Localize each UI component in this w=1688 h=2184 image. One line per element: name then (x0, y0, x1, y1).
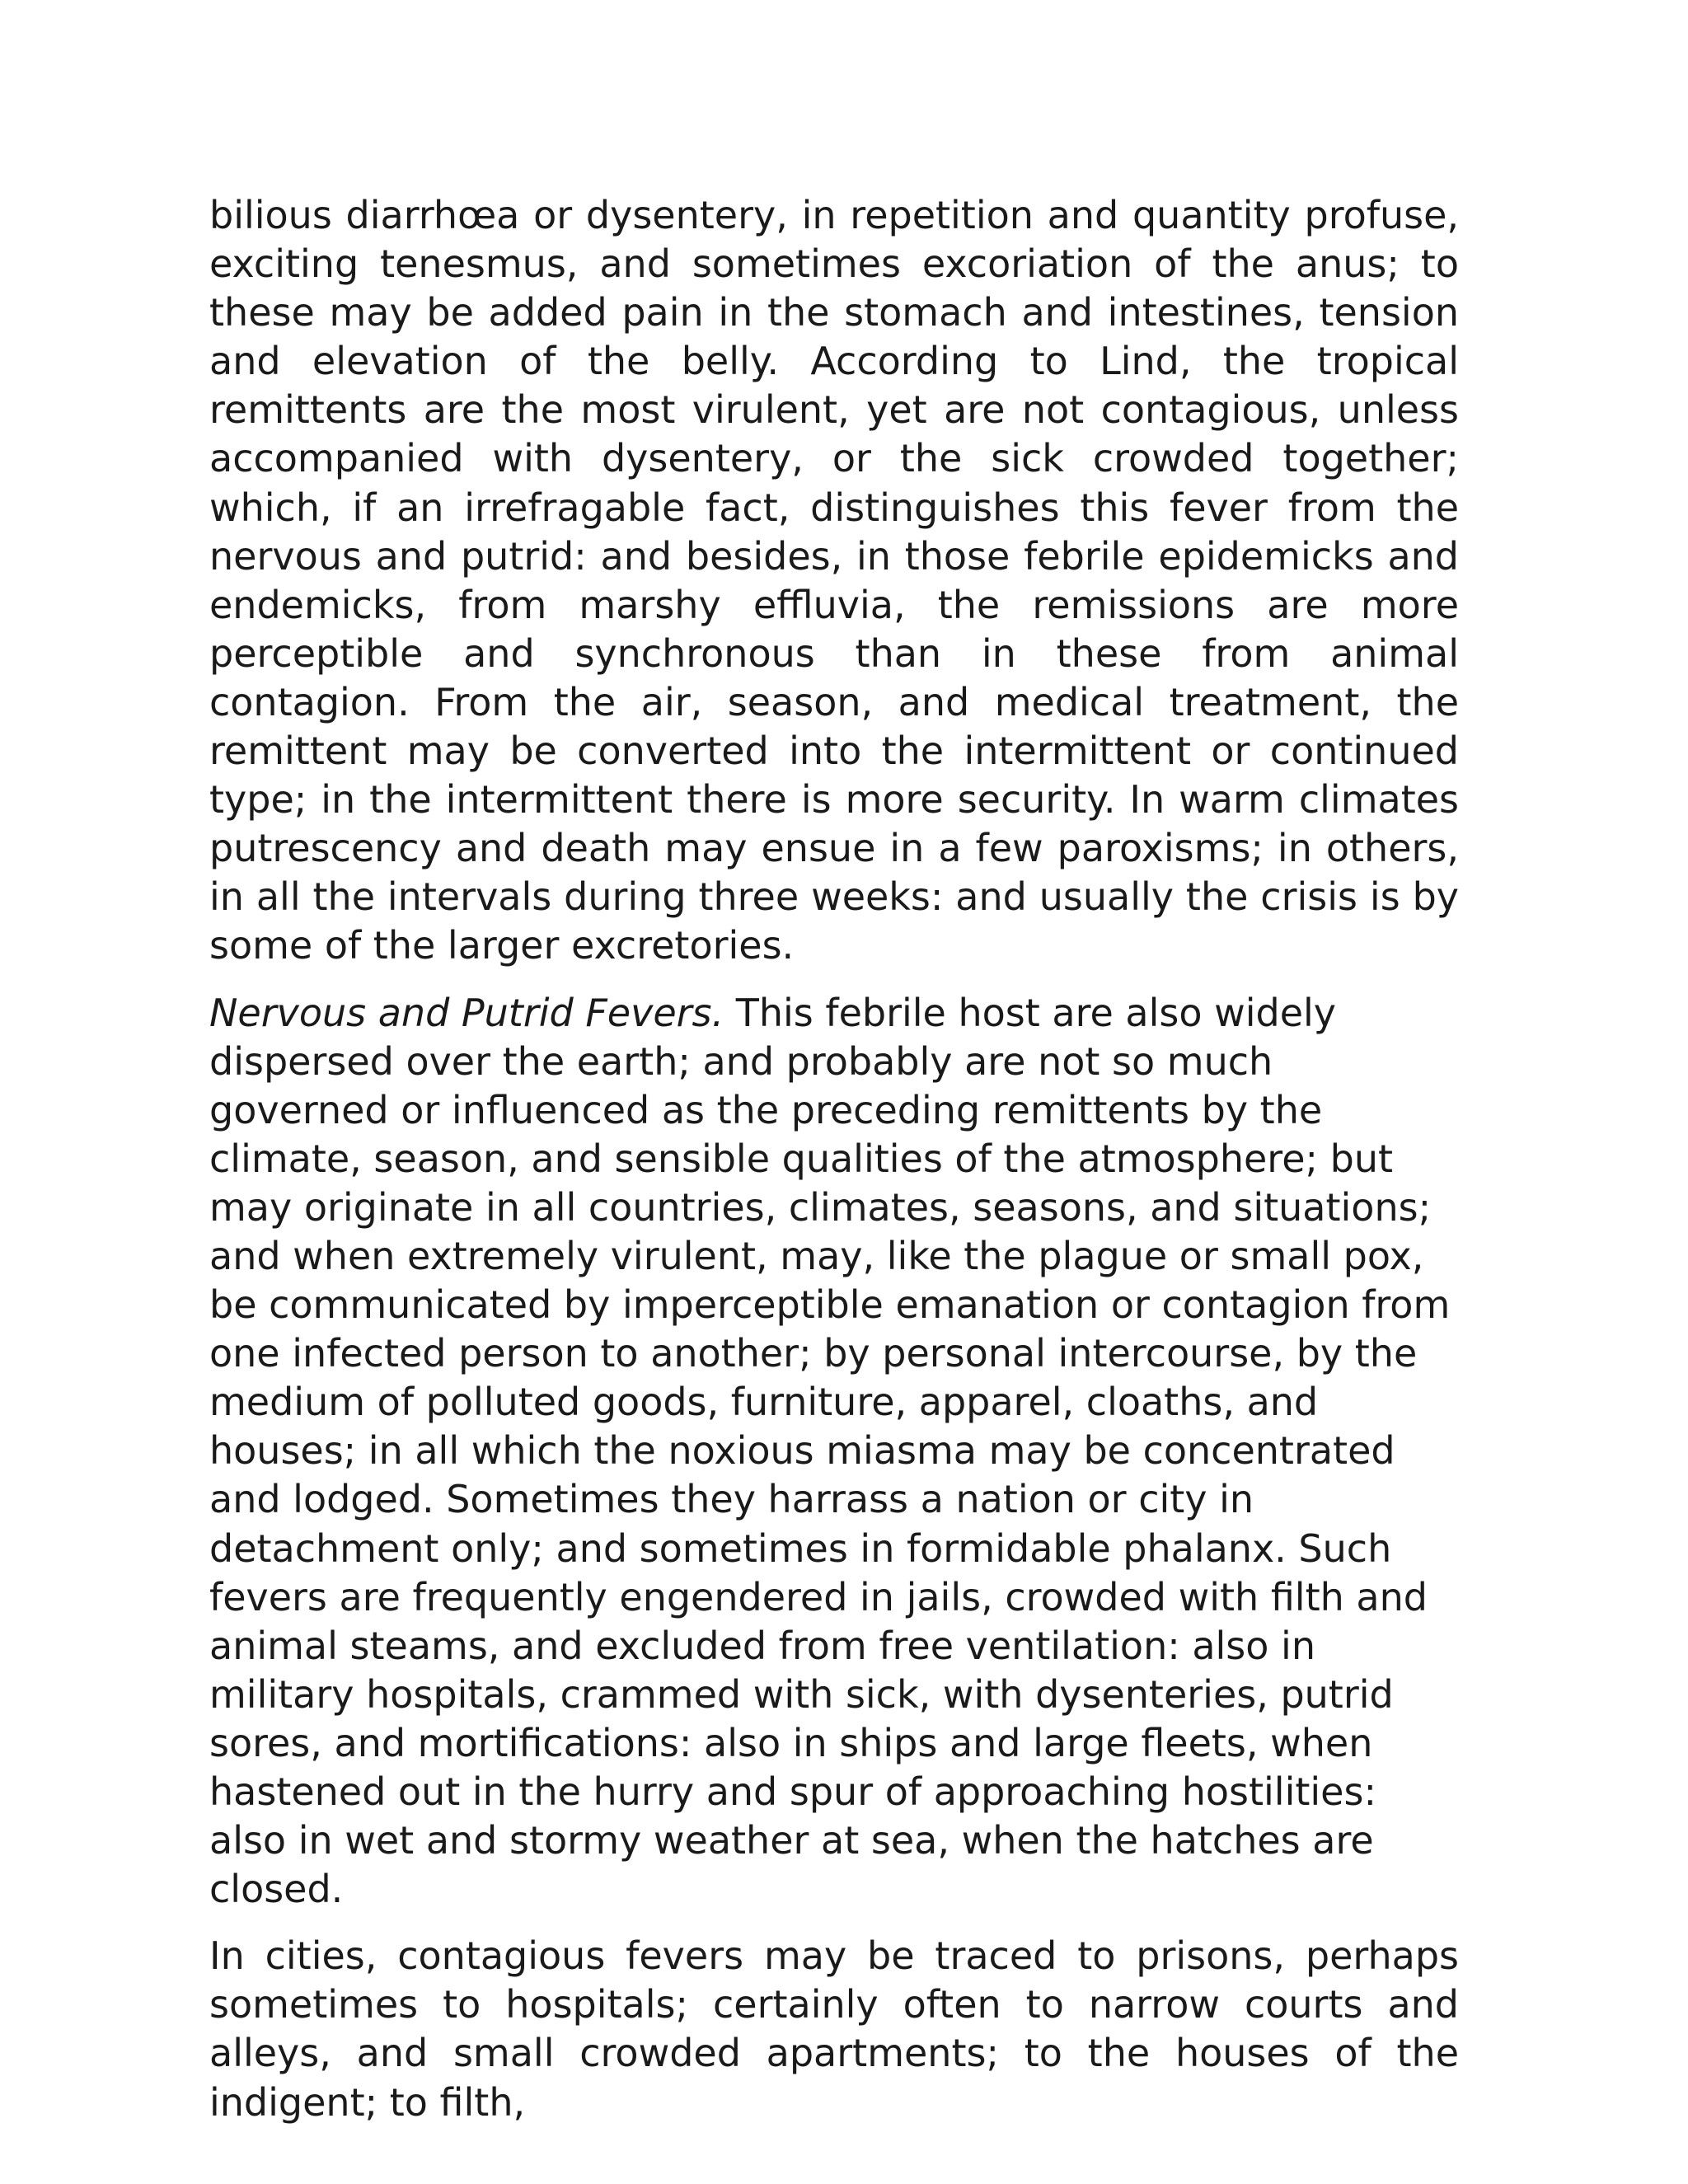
paragraph-1-text: bilious diarrhœa or dysentery, in repetition and quantity profuse, exciting tenesmus, and sometimes excoriation of the anus; to these may be added pain in the stomach and intestines, tension and elevation of the belly. According to Lind, the tropical remittents are the most virulent, yet are not contagious, unless accompanied with dysentery, or the sick crowded together; which, if an irrefragable fact, distinguishes this fever from the nervous and putrid: and besides, in those febrile epidemicks and endemicks, from marshy effluvia, the remissions are more perceptible and synchronous than in these from animal contagion. From the air, season, and medical treatment, the remittent may be converted into the intermittent or continued type; in the intermittent there is more security. In warm climates putrescency and death may ensue in a few paroxisms; in others, in all the intervals during three weeks: and usually the crisis is by some of the larger excretories. (209, 193, 1459, 968)
paragraph-2 (209, 989, 1459, 1915)
section-heading-nervous-putrid-fevers: Nervous and Putrid Fevers. (209, 990, 724, 1035)
document-page (209, 191, 1459, 2127)
paragraph-3 (209, 1932, 1459, 2126)
paragraph-1 (209, 191, 1459, 971)
paragraph-3-text: In cities, contagious fevers may be traced to prisons, perhaps sometimes to hospitals; certainly often to narrow courts and alleys, and small crowded apartments; to the houses of the indigent; to filth, (209, 1933, 1459, 2125)
paragraph-2-text: This febrile host are also widely dispersed over the earth; and probably are not so much governed or influenced as the preceding remittents by the climate, season, and sensible qualities of the atmosphere; but may originate in all countries, climates, seasons, and situations; and when extremely virulent, may, like the plague or small pox, be communicated by imperceptible emanation or contagion from one infected person to another; by personal intercourse, by the medium of polluted goods, furniture, apparel, cloaths, and houses; in all which the noxious miasma may be concentrated and lodged. Sometimes they harrass a nation or city in detachment only; and sometimes in formidable phalanx. Such fevers are frequently engendered in jails, crowded with filth and animal steams, and excluded from free ventilation: also in military hospitals, crammed with sick, with dysenteries, putrid sores, and mortifications: also in ships and large fleets, when hastened out in the hurry and spur of approaching hostilities: also in wet and stormy weather at sea, when the hatches are closed. (209, 990, 1451, 1912)
